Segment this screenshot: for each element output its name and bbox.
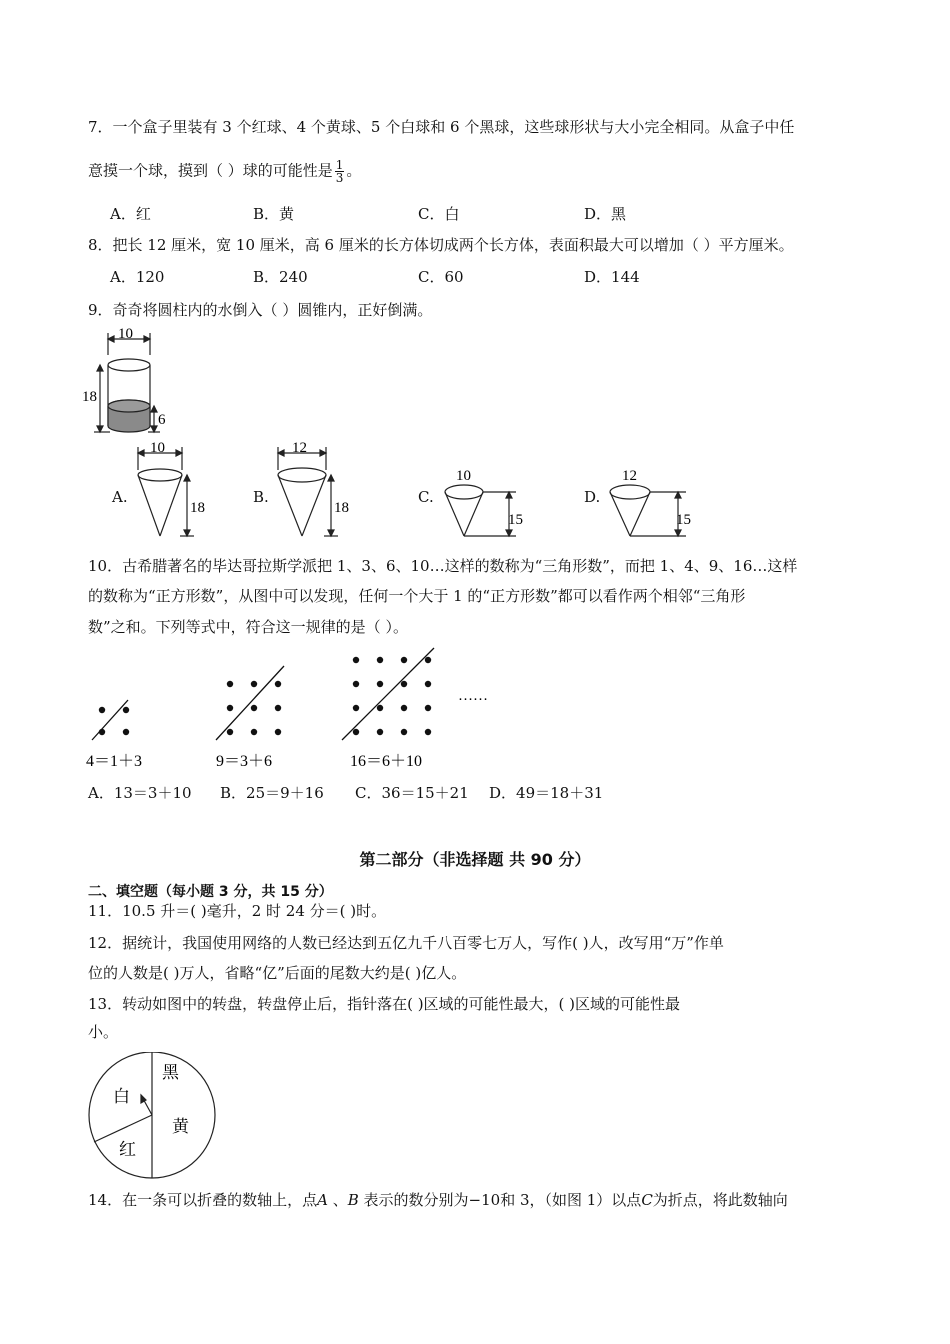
q14-part2: 表示的数分别为 [358, 1191, 469, 1209]
q7-line2-end: 。 [346, 161, 362, 180]
q7-option-b[interactable]: B．黄 [253, 205, 295, 223]
cone-a-top: 10 [150, 440, 165, 456]
q10-option-b[interactable]: B．25＝9＋16 [220, 784, 324, 802]
part2-title: 第二部分（非选择题 共 90 分） [359, 850, 591, 869]
cone-d-height: 15 [676, 512, 691, 528]
q9-cylinder-figure [80, 325, 170, 440]
cone-d-top: 12 [622, 468, 637, 484]
q9-option-a-label[interactable]: A. [112, 488, 128, 506]
sector-black-label: 黑 [162, 1063, 179, 1082]
q8-option-d[interactable]: D．144 [584, 268, 640, 286]
sector-yellow-label: 黄 [172, 1117, 189, 1136]
fill-in-section-title: 二、填空题（每小题 3 分，共 15 分） [88, 884, 333, 900]
q7-option-d[interactable]: D．黑 [584, 205, 627, 223]
sector-red-label: 红 [119, 1140, 136, 1159]
q14-part1: 14．在一条可以折叠的数轴上，点 [88, 1191, 318, 1209]
q12-line1: 12．据统计，我国使用网络的人数已经达到五亿九千八百零七万人，写作( )人，改写用“万”作单 [88, 934, 724, 952]
q9-cone-d[interactable] [606, 460, 701, 540]
q10-fig-label-3: 16＝6＋10 [350, 753, 423, 770]
cylinder-top [108, 359, 150, 371]
cone-b-top: 12 [292, 440, 307, 456]
q14-point-a: A [317, 1191, 328, 1209]
cylinder-diameter-label: 10 [118, 326, 133, 342]
q10-line2: 的数称为“正方形数”，从图中可以发现，任何一个大于 1 的“正方形数”都可以看作两个相邻“三角形 [88, 587, 746, 605]
q8-option-a[interactable]: A．120 [110, 268, 165, 286]
cylinder-height-label: 18 [82, 389, 97, 405]
q14-point-b: B [347, 1191, 359, 1209]
q9-cone-a[interactable] [130, 440, 220, 545]
q7-line1: 7．一个盒子里装有 3 个红球、4 个黄球、5 个白球和 6 个黑球，这些球形状与大小完全相同。从盒子中任 [88, 118, 795, 136]
q7-fraction-numerator: 1 [335, 158, 344, 172]
q8-option-c[interactable]: C．60 [418, 268, 464, 286]
q9-text: 9．奇奇将圆柱内的水倒入（ ）圆锥内，正好倒满。 [88, 301, 433, 319]
q7-fraction-denominator: 3 [335, 171, 344, 185]
q10-option-a[interactable]: A．13＝3＋10 [88, 784, 192, 802]
q14-point-c: C [641, 1191, 653, 1209]
q11-text: 11．10.5 升＝( )毫升，2 时 24 分＝( )时。 [88, 902, 387, 920]
q10-option-c[interactable]: C．36＝15＋21 [355, 784, 469, 802]
cone-a-height: 18 [190, 500, 205, 516]
q8-text: 8．把长 12 厘米，宽 10 厘米，高 6 厘米的长方体切成两个长方体，表面积最大可以增加（ ）平方厘米。 [88, 236, 794, 254]
q7-fraction [335, 159, 345, 184]
q14-part4: 为折点，将此数轴向 [652, 1191, 788, 1209]
sector-white-label: 白 [113, 1087, 130, 1106]
q10-fig-label-1: 4＝1＋3 [86, 753, 143, 770]
q9-option-c-label[interactable]: C. [418, 488, 434, 506]
spinner-divider-diagonal [94, 1115, 152, 1142]
q13-line1: 13．转动如图中的转盘，转盘停止后，指针落在( )区域的可能性最大，( )区域的可能性最 [88, 995, 681, 1013]
q10-line3: 数”之和。下列等式中，符合这一规律的是（ ）。 [88, 618, 408, 636]
q12-line2: 位的人数是( )万人，省略“亿”后面的尾数大约是( )亿人。 [88, 964, 467, 982]
q10-option-d[interactable]: D．49＝18＋31 [489, 784, 604, 802]
q10-line1: 10．古希腊著名的毕达哥拉斯学派把 1、3、6、10…这样的数称为“三角形数”，而把 1、4、9、16…这样 [88, 557, 798, 575]
q9-option-d-label[interactable]: D. [584, 488, 601, 506]
q14-separator: 、 [327, 1191, 348, 1209]
q8-option-b[interactable]: B．240 [253, 268, 308, 286]
q9-option-b-label[interactable]: B. [253, 488, 269, 506]
q13-line2: 小。 [88, 1023, 119, 1041]
q7-option-a[interactable]: A．红 [110, 205, 151, 223]
cone-c-height: 15 [508, 512, 523, 528]
q10-dot-figure [80, 640, 520, 775]
q9-cone-b[interactable] [272, 440, 362, 545]
water-height-label: 6 [158, 412, 166, 428]
q7-line2 [88, 159, 361, 184]
q10-fig-label-2: 9＝3＋6 [216, 753, 273, 770]
q7-line2-text: 意摸一个球，摸到（ ）球的可能性是 [88, 161, 333, 180]
q14-part3: 和 3，（如图 1）以点 [500, 1191, 642, 1209]
cone-b-height: 18 [334, 500, 349, 516]
q9-cone-c[interactable] [440, 460, 530, 540]
q14-value: −10 [468, 1191, 501, 1209]
q13-spinner [85, 1052, 230, 1182]
cone-c-top: 10 [456, 468, 471, 484]
q10-ellipsis: …… [458, 688, 488, 704]
q7-option-c[interactable]: C．白 [418, 205, 460, 223]
q14-text [88, 1190, 788, 1210]
